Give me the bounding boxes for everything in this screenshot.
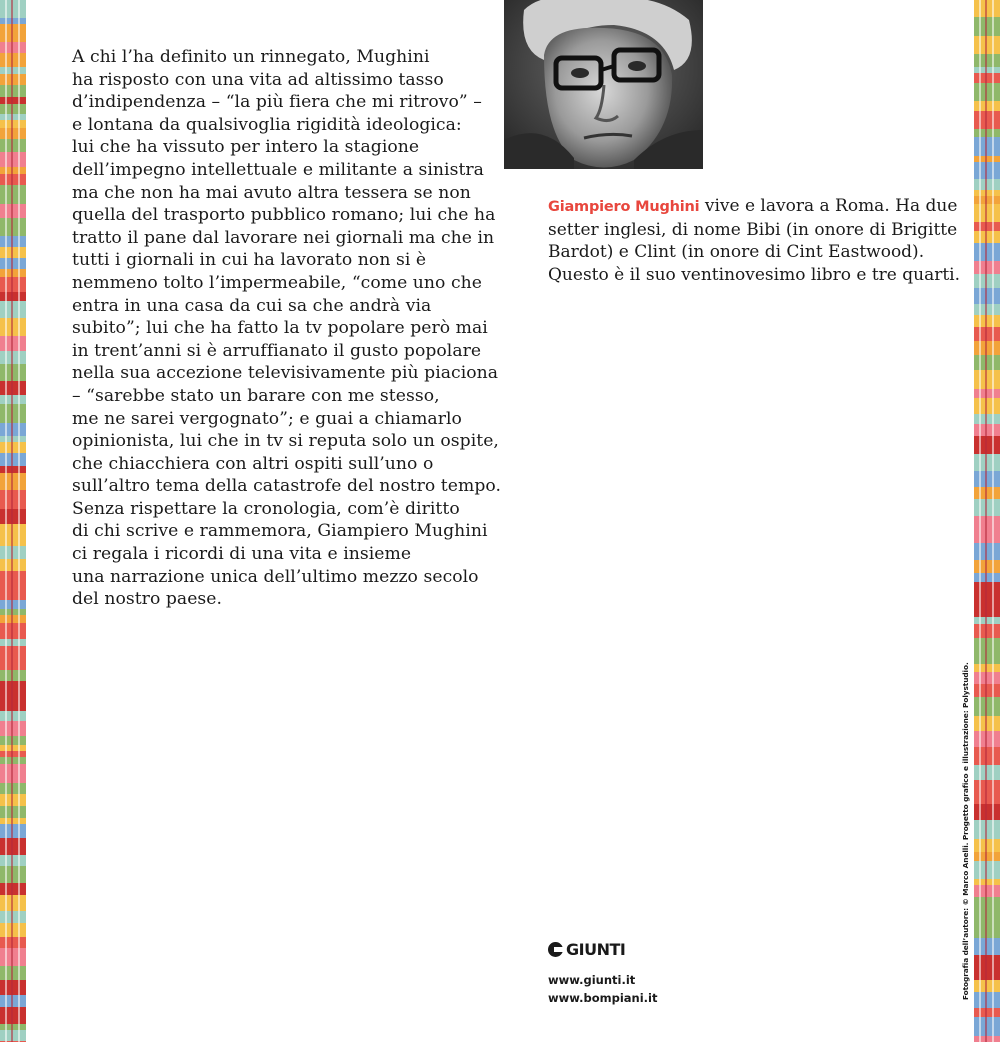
stripe-band [0,524,26,538]
stripe-band [0,42,26,53]
stripe-band [974,304,1000,315]
stripe-band [974,499,1000,516]
blurb-line: di chi scrive e rammemora, Giampiero Mughini [72,521,488,542]
stripe-band [0,120,26,128]
stripe-band [0,571,26,588]
stripe-band [0,670,26,681]
blurb-line: subito”; lui che ha fatto la tv popolare però mai [72,318,488,339]
stripe-band [0,152,26,167]
stripe-band [0,167,26,174]
stripe-band [974,664,1000,672]
stripe-band [974,820,1000,839]
stripe-band [974,921,1000,938]
stripe-band [974,731,1000,747]
stripe-band [0,794,26,806]
stripe-band [974,747,1000,757]
stripe-thread [979,0,981,1042]
stripe-band [974,129,1000,137]
stripe-band [0,97,26,104]
bio-first-line [548,195,958,219]
stripe-band [0,700,26,711]
stripe-band [0,139,26,152]
stripe-band [0,301,26,318]
stripe-band [974,765,1000,780]
stripe-band [0,559,26,571]
stripe-band [0,966,26,980]
stripe-band [0,736,26,745]
stripe-band [0,381,26,395]
stripe-band [974,0,1000,17]
stripe-band [0,277,26,292]
stripe-band [0,85,26,97]
blurb-line: d’indipendenza – “la più fiera che mi ritrovo” – [72,92,482,113]
blurb-line: ma che non ha mai avuto altra tessera se non [72,182,471,203]
stripe-band [974,83,1000,101]
stripe-band [0,204,26,218]
giunti-g-icon [548,942,563,957]
blurb-line: del nostro paese. [72,589,223,610]
stripe-band [0,258,26,269]
stripe-band [0,980,26,995]
stripe-band [974,938,1000,955]
publisher-wordmark: GIUNTI [566,940,626,959]
blurb-line: A chi l’ha definito un rinnegato, Mughini [72,47,430,67]
stripe-band [0,336,26,351]
stripe-band [0,1030,26,1041]
stripe-band [0,600,26,609]
stripe-band [0,757,26,764]
stripe-band [0,318,26,336]
stripe-band [974,196,1000,204]
stripe-band [974,697,1000,716]
stripe-band [974,757,1000,765]
stripe-band [0,895,26,911]
stripe-band [974,243,1000,261]
author-bio [548,195,961,286]
photo-credit: Fotografia dell’autore: © Marco Anelli. Progetto grafico e illustrazione: Polystudio. [961,662,970,1000]
stripe-band [0,546,26,553]
blurb-line: ci regala i ricordi di una vita e insieme [72,544,412,565]
stripe-band [0,646,26,660]
stripe-band [0,855,26,866]
stripe-band [974,638,1000,648]
blurb-line: Senza rispettare la cronologia, com’è diritto [72,498,460,519]
stripe-band [0,128,26,139]
stripe-band [974,885,1000,897]
stripe-band [974,274,1000,288]
stripe-band [0,681,26,700]
stripe-band [0,660,26,670]
stripe-band [0,395,26,404]
stripe-band [974,370,1000,389]
blurb-line: e lontana da qualsivoglia rigidità ideologica: [72,114,462,135]
stripe-band [974,267,1000,274]
stripe-band [974,582,1000,601]
stripe-band [974,684,1000,697]
stripe-band [974,913,1000,921]
stripe-band [974,965,1000,980]
stripe-band [0,639,26,646]
stripe-band [974,573,1000,582]
stripe-band [974,111,1000,129]
stripe-band [974,73,1000,83]
stripe-band [974,355,1000,370]
stripe-band [974,560,1000,573]
stripe-band [0,67,26,74]
blurb-line: che chiacchiera con altri ospiti sull’uno o [72,453,434,474]
stripe-band [0,615,26,623]
blurb-line: quella del trasporto pubblico romano; lui che ha [72,205,496,226]
blurb-line: tutti i giornali in cui ha lavorato non si è [72,250,427,271]
blurb-line: me ne sarei vergognato”; e guai a chiamarlo [72,408,462,429]
stripe-band [974,288,1000,304]
stripe-band [974,424,1000,436]
stripe-band [974,179,1000,190]
stripe-band [0,0,26,18]
stripe-band [974,980,1000,992]
blurb-line: dell’impegno intellettuale e militante a sinistra [72,159,484,180]
stripe-band [0,883,26,895]
stripe-band [974,1008,1000,1017]
stripe-band [0,995,26,1007]
stripe-band [974,487,1000,499]
blurb-line: una narrazione unica dell’ultimo mezzo secolo [72,566,479,587]
stripe-band [974,780,1000,793]
stripe-band [0,948,26,966]
stripe-band [974,672,1000,684]
stripe-thread [11,0,13,1042]
stripe-band [0,623,26,639]
stripe-band [0,783,26,794]
stripe-band [974,516,1000,526]
stripe-band [974,1036,1000,1042]
website-link-bompiani[interactable]: www.bompiani.it [548,991,658,1005]
blurb-line: nemmeno tolto l’impermeabile, “come uno che [72,272,482,293]
blurb-line: in trent’anni si è arruffianato il gusto popolare [72,340,482,361]
stripe-band [0,218,26,236]
stripe-band [974,992,1000,1008]
blurb-line: nella sua accezione televisivamente più piaciona [72,363,499,384]
stripe-band [974,162,1000,179]
stripe-band [0,538,26,546]
author-photo [504,0,703,169]
stripe-band [0,711,26,721]
stripe-band [974,624,1000,638]
stripe-band [974,222,1000,231]
stripe-band [974,897,1000,913]
stripe-thread [992,0,994,1042]
publisher-websites [548,971,658,1007]
author-name: Giampiero Mughini [548,199,700,215]
publisher-logo [548,940,625,959]
stripe-band [974,17,1000,36]
stripe-band [974,398,1000,414]
bio-line: Bardot) e Clint (in onore di Cint Eastwood). [548,242,925,263]
stripe-thread [985,0,987,1042]
stripe-band [0,247,26,258]
stripe-band [974,617,1000,624]
stripe-band [974,231,1000,243]
stripe-band [0,509,26,524]
stripe-band [974,543,1000,560]
blurb-line: – “sarebbe stato un barare con me stesso, [72,385,440,406]
bio-line: Questo è il suo ventinovesimo libro e tre quarti. [548,264,961,285]
blurb-line: ha risposto con una vita ad altissimo tasso [72,69,444,90]
stripe-band [974,471,1000,487]
stripe-band [0,806,26,818]
stripe-band [0,466,26,473]
stripe-band [974,793,1000,804]
stripe-band [974,648,1000,664]
stripe-band [0,838,26,855]
stripe-band [0,866,26,883]
stripe-band [0,453,26,466]
stripe-band [0,104,26,114]
stripe-band [974,204,1000,222]
stripe-band [0,764,26,783]
bio-first-line-text: vive e lavora a Roma. Ha due [699,196,958,216]
stripe-band [0,351,26,364]
stripe-band [0,937,26,948]
stripe-band [974,137,1000,156]
blurb-text [72,46,501,611]
stripe-band [974,436,1000,454]
stripe-band [0,185,26,204]
blurb-line: tratto il pane dal lavorare nei giornali ma che in [72,227,495,248]
stripe-band [974,54,1000,67]
decorative-stripe-left [0,0,26,1042]
stripe-band [0,364,26,373]
stripe-band [0,923,26,937]
stripe-band [0,292,26,301]
website-link-giunti[interactable]: www.giunti.it [548,973,636,987]
stripe-band [974,1017,1000,1036]
stripe-band [974,861,1000,879]
stripe-band [0,423,26,436]
stripe-band [0,373,26,381]
stripe-band [974,414,1000,424]
stripe-band [0,269,26,277]
stripe-band [974,36,1000,54]
stripe-band [974,315,1000,327]
decorative-stripe-right [974,0,1000,1042]
stripe-band [0,53,26,67]
stripe-thread [5,0,7,1042]
bio-line: setter inglesi, di nome Bibi (in onore di Brigitte [548,219,958,240]
stripe-band [0,174,26,185]
stripe-thread [18,0,20,1042]
stripe-band [974,839,1000,852]
stripe-band [0,1007,26,1024]
stripe-band [974,804,1000,820]
stripe-band [0,824,26,838]
blurb-line: lui che ha vissuto per intero la stagione [72,137,420,158]
stripe-band [974,601,1000,617]
blurb-line: sull’altro tema della catastrofe del nostro tempo. [72,476,501,497]
stripe-band [974,955,1000,965]
stripe-band [0,721,26,736]
stripe-band [0,473,26,490]
stripe-band [0,236,26,247]
stripe-band [0,24,26,42]
stripe-band [974,341,1000,355]
stripe-band [974,716,1000,731]
stripe-band [0,442,26,453]
stripe-band [974,526,1000,543]
blurb-line: entra in una casa da cui sa che andrà via [72,295,432,316]
stripe-band [0,74,26,85]
stripe-band [974,327,1000,341]
stripe-band [974,454,1000,471]
stripe-band [974,101,1000,111]
stripe-band [0,911,26,923]
stripe-band [974,389,1000,398]
stripe-band [974,852,1000,861]
blurb-line: opinionista, lui che in tv si reputa solo un ospite, [72,431,499,452]
stripe-band [0,490,26,509]
stripe-band [0,588,26,600]
stripe-band [0,404,26,423]
